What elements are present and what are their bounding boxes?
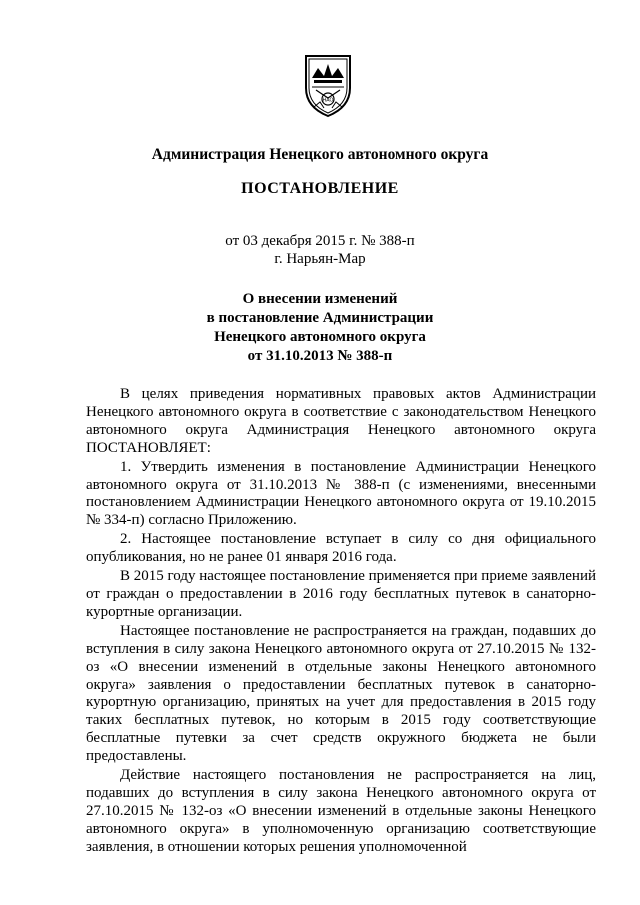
body-paragraph: Действие настоящего постановления не распространяется на лиц, подавших до вступления в силу закона Ненецкого автономного округа от 27.10.2015 № 132-оз «О внесении изменений в отдельные законы Ненецкого автономного округа» в уполномоченную организацию соответствующие заявления, в отношении которых решения уполномоченной — [86, 767, 596, 855]
coat-of-arms-icon — [302, 52, 354, 118]
date-place-block — [0, 232, 640, 268]
body-paragraph: В 2015 году настоящее постановление применяется при приеме заявлений от граждан о предоставлении в 2016 году бесплатных путевок в санаторно-курортные организации. — [86, 568, 596, 620]
body-paragraph: Настоящее постановление не распространяется на граждан, подавших до вступления в силу закона Ненецкого автономного округа от 27.10.2015 № 132-оз «О внесении изменений в отдельные законы Ненецкого автономного округа» заявления о предоставлении бесплатных путевок в санаторно-курортную организацию, принятых на учет для предоставления в 2015 году таких бесплатных путевок, но которым в 2015 году соответствующие бесплатные путевки за счет средств окружного бюджета не были предоставлены. — [86, 622, 596, 765]
body-paragraph: 1. Утвердить изменения в постановление Администрации Ненецкого автономного округа от 31.10.2013 № 388-п (с изменениями, внесенными постановлением Администрации Ненецкого автономного округа от 19.10.2015 № 334-п) согласно Приложению. — [86, 458, 596, 529]
body-paragraph: В целях приведения нормативных правовых актов Администрации Ненецкого автономного округа в соответствие с законодательством Ненецкого автономного округа Администрация Ненецкого автономного округа ПОСТАНОВЛЯЕТ: — [86, 386, 596, 456]
organization-name: Администрация Ненецкого автономного округа — [151, 146, 489, 163]
body-paragraph: 2. Настоящее постановление вступает в силу со дня официального опубликования, но не ранее 01 января 2016 года. — [86, 531, 596, 566]
place: г. Нарьян-Мар — [274, 251, 366, 267]
document-body — [86, 386, 596, 857]
title-line: от 31.10.2013 № 388-п — [247, 348, 393, 364]
document-type: ПОСТАНОВЛЕНИЕ — [241, 180, 399, 197]
date-number: от 03 декабря 2015 г. № 388-п — [225, 233, 415, 249]
title-line: в постановление Администрации — [206, 310, 434, 326]
title-line: Ненецкого автономного округа — [214, 329, 426, 345]
document-title — [0, 290, 640, 366]
title-line: О внесении изменений — [242, 291, 398, 307]
emblem-monogram: НАО — [322, 97, 334, 104]
